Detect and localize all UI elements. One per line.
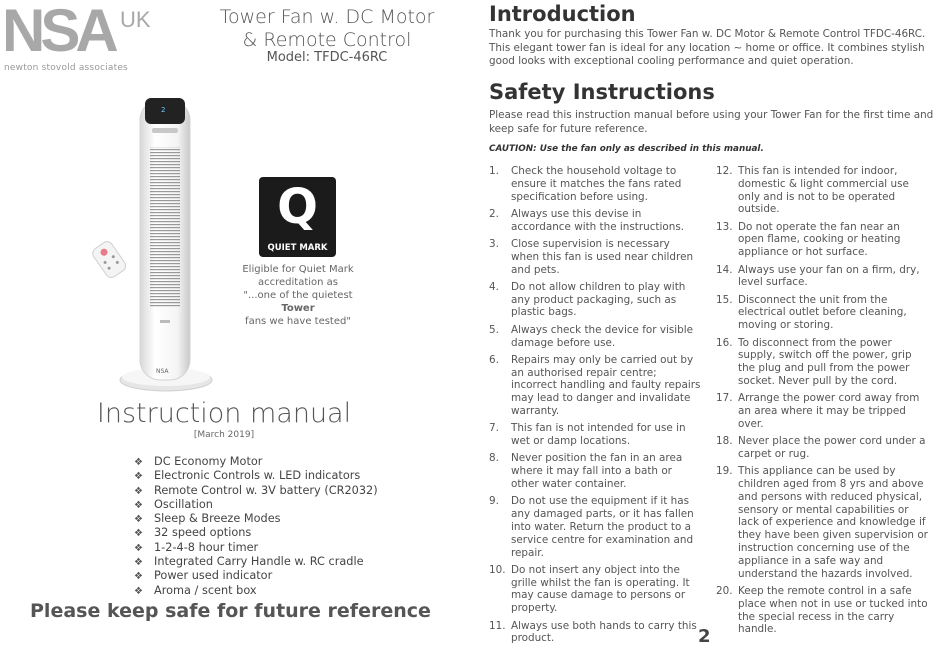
- safety-item-text: Always use both hands to carry this product.: [511, 619, 697, 645]
- nsa-logo: [2, 0, 172, 73]
- safety-item-text: Never place the power cord under a carpet or rug.: [738, 435, 926, 460]
- safety-item-text: Arrange the power cord away from an area where it may be tripped over.: [738, 392, 920, 430]
- safety-item-text: Never position the fan in an area where it may fall into a bath or other water container.: [511, 452, 683, 491]
- product-title: Tower Fan w. DC Motor & Remote Control: [219, 6, 435, 51]
- safety-item-text: Keep the remote control in a safe place when not in use or tucked into the special recess in the carry handle.: [738, 584, 928, 636]
- feature-text: Electronic Controls w. LED indicators: [154, 469, 361, 483]
- safety-item-number: 19.: [716, 465, 733, 478]
- safety-item-text: Do not insert any object into the grille whilst the fan is operating. It may cause damage to persons or property.: [511, 563, 690, 615]
- feature-text: Integrated Carry Handle w. RC cradle: [154, 555, 364, 569]
- safety-item: [489, 165, 701, 203]
- quiet-mark-caption: Eligible for Quiet Mark accreditation as "...one of the quietest Tower fans we have tested": [242, 264, 354, 327]
- bullet-icon: ❖: [134, 499, 143, 511]
- manual-date: [March 2019]: [193, 430, 255, 440]
- safety-item-text: This appliance can be used by children aged from 8 yrs and above and persons with reduced physical, sensory or mental capabilities or lack of experience and knowledge if they have been given supervision or instruction concerning use of the appliance in a safe way and understand the hazards involved.: [738, 465, 928, 580]
- safety-item-text: To disconnect from the power supply, switch off the power, grip the plug and pull from the power socket. Never pull by the cord.: [738, 336, 912, 387]
- safety-item: [716, 294, 928, 332]
- safety-item: [489, 238, 701, 276]
- svg-text:NSA: NSA: [156, 368, 169, 375]
- safety-item: [716, 585, 928, 636]
- feature-item: [134, 469, 394, 483]
- product-model: Model: TFDC-46RC: [266, 50, 388, 65]
- safety-item-text: This fan is intended for indoor, domestic & light commercial use only and is not to be operated outside.: [738, 165, 909, 216]
- feature-item: [134, 498, 394, 512]
- safety-item-number: 8.: [489, 452, 499, 465]
- safety-item-number: 10.: [489, 563, 506, 576]
- feature-item: [134, 455, 394, 469]
- safety-item: [716, 165, 928, 216]
- safety-item-number: 6.: [489, 353, 499, 366]
- safety-item: [489, 495, 701, 559]
- safety-item: [489, 620, 701, 646]
- safety-item: [716, 221, 928, 259]
- remote-control-image: [90, 240, 130, 278]
- safety-item-number: 2.: [489, 207, 499, 220]
- safety-item: [716, 337, 928, 388]
- safety-item-text: Do not use the equipment if it has any damaged parts, or it has fallen into water. Return the product to a service centre for examination and repair.: [511, 495, 694, 559]
- bullet-icon: ❖: [134, 571, 143, 583]
- introduction-heading: Introduction: [489, 2, 636, 26]
- safety-item: [716, 465, 928, 580]
- feature-item: [134, 526, 394, 540]
- caution-note: CAUTION: Use the fan only as described in this manual.: [489, 144, 764, 154]
- safety-item-number: 20.: [716, 584, 733, 597]
- safety-item-number: 12.: [716, 165, 733, 177]
- safety-item-number: 4.: [489, 280, 499, 293]
- safety-item-number: 7.: [489, 422, 499, 435]
- logo-region: UK: [120, 7, 151, 32]
- bullet-icon: ❖: [134, 514, 143, 526]
- feature-text: DC Economy Motor: [154, 455, 263, 468]
- feature-list: [134, 455, 394, 598]
- safety-item-number: 14.: [716, 263, 733, 276]
- safety-item-number: 9.: [489, 495, 499, 508]
- safety-item-text: Do not allow children to play with any product packaging, such as plastic bags.: [511, 280, 686, 319]
- bullet-icon: ❖: [134, 485, 143, 497]
- bullet-icon: ❖: [134, 542, 143, 554]
- safety-item-text: Repairs may only be carried out by an authorised repair centre; incorrect handling and faulty repairs may lead to danger and invalidate warranty.: [511, 353, 701, 418]
- safety-item-number: 18.: [716, 435, 733, 448]
- bullet-icon: ❖: [134, 528, 143, 540]
- feature-item: [134, 541, 394, 555]
- safety-item: [716, 264, 928, 290]
- safety-item: [716, 392, 928, 430]
- feature-text: Sleep & Breeze Modes: [154, 512, 281, 526]
- safety-item-text: Always use this devise in accordance with the instructions.: [511, 207, 685, 233]
- bullet-icon: ❖: [134, 585, 143, 597]
- logo-tagline: newton stovold associates: [4, 63, 128, 73]
- quiet-mark-logo: [259, 177, 336, 257]
- feature-text: Oscillation: [154, 497, 213, 511]
- feature-text: 1-2-4-8 hour timer: [154, 540, 259, 554]
- safety-list-column-1: [489, 165, 701, 650]
- safety-list-column-2: [716, 165, 928, 641]
- safety-item-number: 16.: [716, 336, 733, 349]
- feature-text: 32 speed options: [154, 526, 252, 540]
- safety-item: [489, 281, 701, 319]
- feature-item: [134, 569, 394, 583]
- safety-item-number: 1.: [489, 165, 499, 177]
- page-number: 2: [698, 626, 711, 647]
- feature-text: Power used indicator: [154, 569, 273, 583]
- safety-item-number: 15.: [716, 293, 733, 306]
- safety-intro-text: Please read this instruction manual before using your Tower Fan for the first time and keep safe for future reference.: [489, 109, 934, 135]
- keep-safe-notice: Please keep safe for future reference: [30, 600, 431, 622]
- safety-item-text: Always check the device for visible damage before use.: [511, 323, 694, 349]
- safety-heading: Safety Instructions: [489, 80, 715, 104]
- safety-item-number: 11.: [489, 619, 506, 632]
- safety-item: [716, 435, 928, 461]
- safety-item-number: 5.: [489, 323, 499, 336]
- safety-item-text: Check the household voltage to ensure it matches the fans rated specification before using.: [511, 165, 682, 203]
- feature-item: [134, 512, 394, 526]
- svg-text:2: 2: [161, 106, 166, 114]
- safety-item-text: Disconnect the unit from the electrical outlet before cleaning, moving or storing.: [738, 293, 907, 332]
- manual-title: Instruction manual: [96, 398, 352, 429]
- safety-item: [489, 422, 701, 448]
- safety-item: [489, 208, 701, 234]
- safety-item: [489, 564, 701, 615]
- safety-item-number: 13.: [716, 220, 733, 233]
- safety-item-text: This fan is not intended for use in wet or damp locations.: [511, 422, 686, 448]
- feature-text: Aroma / scent box: [154, 583, 257, 597]
- safety-item-text: Always use your fan on a firm, dry, level surface.: [738, 263, 920, 289]
- feature-text: Remote Control w. 3V battery (CR2032): [154, 483, 378, 497]
- bullet-icon: ❖: [134, 471, 143, 483]
- logo-brand: NSA: [2, 0, 114, 64]
- safety-item-text: Close supervision is necessary when this fan is used near children and pets.: [511, 237, 694, 276]
- quiet-mark-q-icon: Q: [277, 179, 318, 235]
- safety-item-number: 17.: [716, 392, 733, 405]
- feature-item: [134, 584, 394, 598]
- bullet-icon: ❖: [134, 557, 143, 569]
- quiet-mark-label: QUIET MARK: [267, 243, 328, 253]
- safety-item-text: Do not operate the fan near an open flame, cooking or heating appliance or hot surface.: [738, 220, 901, 259]
- bullet-icon: ❖: [134, 457, 143, 468]
- safety-item: [489, 452, 701, 490]
- introduction-text: Thank you for purchasing this Tower Fan w. DC Motor & Remote Control TFDC-46RC. This elegant tower fan is ideal for any location ~ home or office. It combines stylish good looks with exceptional cooling performance and quiet operation.: [489, 28, 926, 68]
- feature-item: [134, 555, 394, 569]
- safety-item: [489, 354, 701, 418]
- safety-item-number: 3.: [489, 237, 499, 250]
- safety-item: [489, 324, 701, 350]
- feature-item: [134, 484, 394, 498]
